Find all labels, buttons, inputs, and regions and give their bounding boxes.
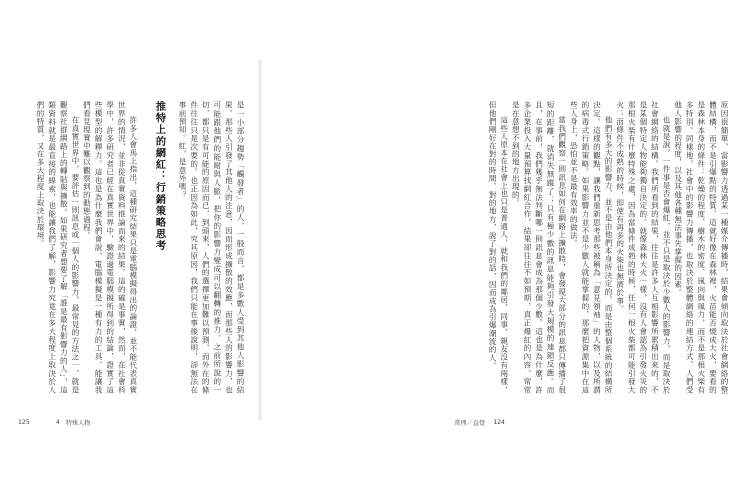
page-number-right: 124 [493,419,505,426]
body-paragraph: 這些人原本在社會上也只是普通人，就和我們的鄰居、同事、親友沒有兩樣，但他們剛好在對的時間、對的地方，說了對的話，因而成為引爆潮流的人。 [488,101,509,394]
page-number-left: 125 [18,419,30,426]
right-folio [454,418,505,427]
left-page [0,0,260,500]
section-heading: 推特上的網紅：行銷策略思考 [153,101,165,252]
body-paragraph: 也就是說，一件事是否會爆紅，並不只是取決於少數人的影響力，而是取決於社會網絡的結構。我們所看到的結果，往往是許多人互相影響所累積出來的，不是某個特定人物能夠獨自決定的。就像森林大火一樣，沒有人會認為引發火災的那根火柴有什麼特殊之處，因為當條件成熟的時候，任何一根火柴都可能引發大火；而條件不成熟的時候，即使有再多的火柴也無濟於事。 [615,101,672,394]
chapter-number: 4 [55,419,60,426]
body-paragraph: 許多人會馬上指出，這種研究結果只是電腦模擬得出的論證，並不能代表真實世界的情況，並非從真實資料推論而來的結果。這的確是事實，然而，在社會科學中，許多研究者已經在真實世界中，驗證過電腦模擬所得到的結論，證實了這些模型的解釋力。這也是為什麼我們會說，電腦模擬是一種有力的工具，能讓我們看見現實中難以觀察到的動態過程。 [82,101,138,394]
chapter-running-title: 特殊人物 [65,420,91,427]
body-paragraph: 在真實世界中，要評估一則訊息或一個人的影響力，最常見的方法之一，就是觀察社群網路上的轉貼與擴散。如果研究者想要了解「誰是最有影響力的人」，這類資料就是最直接的線索，也能讓我們了解，影響力究竟在多大程度上取決於人們的特質，又在多大程度上取決於環境。 [36,101,80,394]
book-running-title: 常理／直覺 [454,420,486,427]
body-paragraph: 當我們觀察一則訊息如何在網路上擴散時，會發現大部分的訊息都只傳播了很短的距離，就消失無蹤了；只有極少數的訊息能夠引發大規模的連鎖反應。而且，在事前，我們幾乎無法判斷哪一則訊息會成為那個少數。這也是為什麼，許多企業投入大量預算找網紅合作，結果卻往往不如預期，真正爆紅的內容，常常是在意想不到的地方出現的。 [511,101,567,394]
left-page-text [36,101,246,394]
right-page [260,0,729,500]
body-paragraph: 原因很簡單，當影響力透過某一種媒介傳播時，結果會傾向取決於社會網絡的整體結構，而不是引爆點的特質。這就好像在森林裡，火苗能否燒成大火，要看的是森林本身的條件：乾燥的程度、樹木的密度、風向與風力，而不是那根火柴有多特別。同樣地，社會中的影響力傳播，也取決於整體網絡的連結方式、人們受他人影響的程度，以及其他各種無法事先掌握的因素。 [673,101,729,394]
body-paragraph: 是一小部分趨勢「觸發者」的人，一般而言，都是多數人受到其他人影響的結果。那些人引發了其他人的注意，因而形成擴散的效應，而那些人的影響力，也可能跟他們的能耐與人脈，把你的影響力變成可以翻轉的推力。之前所說的一切，都只是有可能的原因而已，到頭來，人們的選擇更加難以預測，而外在的條件往往只是次要的。也正因為如此，究其原因，我們只能在事後說明，卻無法在事前預知。紅，是意外嗎？ [178,101,245,394]
right-page-text [488,101,730,394]
body-paragraph: 他們有多大的影響力，並不是由他們本身所決定的，而是由整個系統的結構所決定。這樣的觀點，讓我們重新思考那些被稱為「意見領袖」的人物，以及所謂的病毒式行銷策略。如果影響力並不是少數人就能掌握的，那麼把資源集中在這些人身上，恐怕並不是最有效率的做法。 [569,101,614,394]
left-folio [18,418,91,427]
